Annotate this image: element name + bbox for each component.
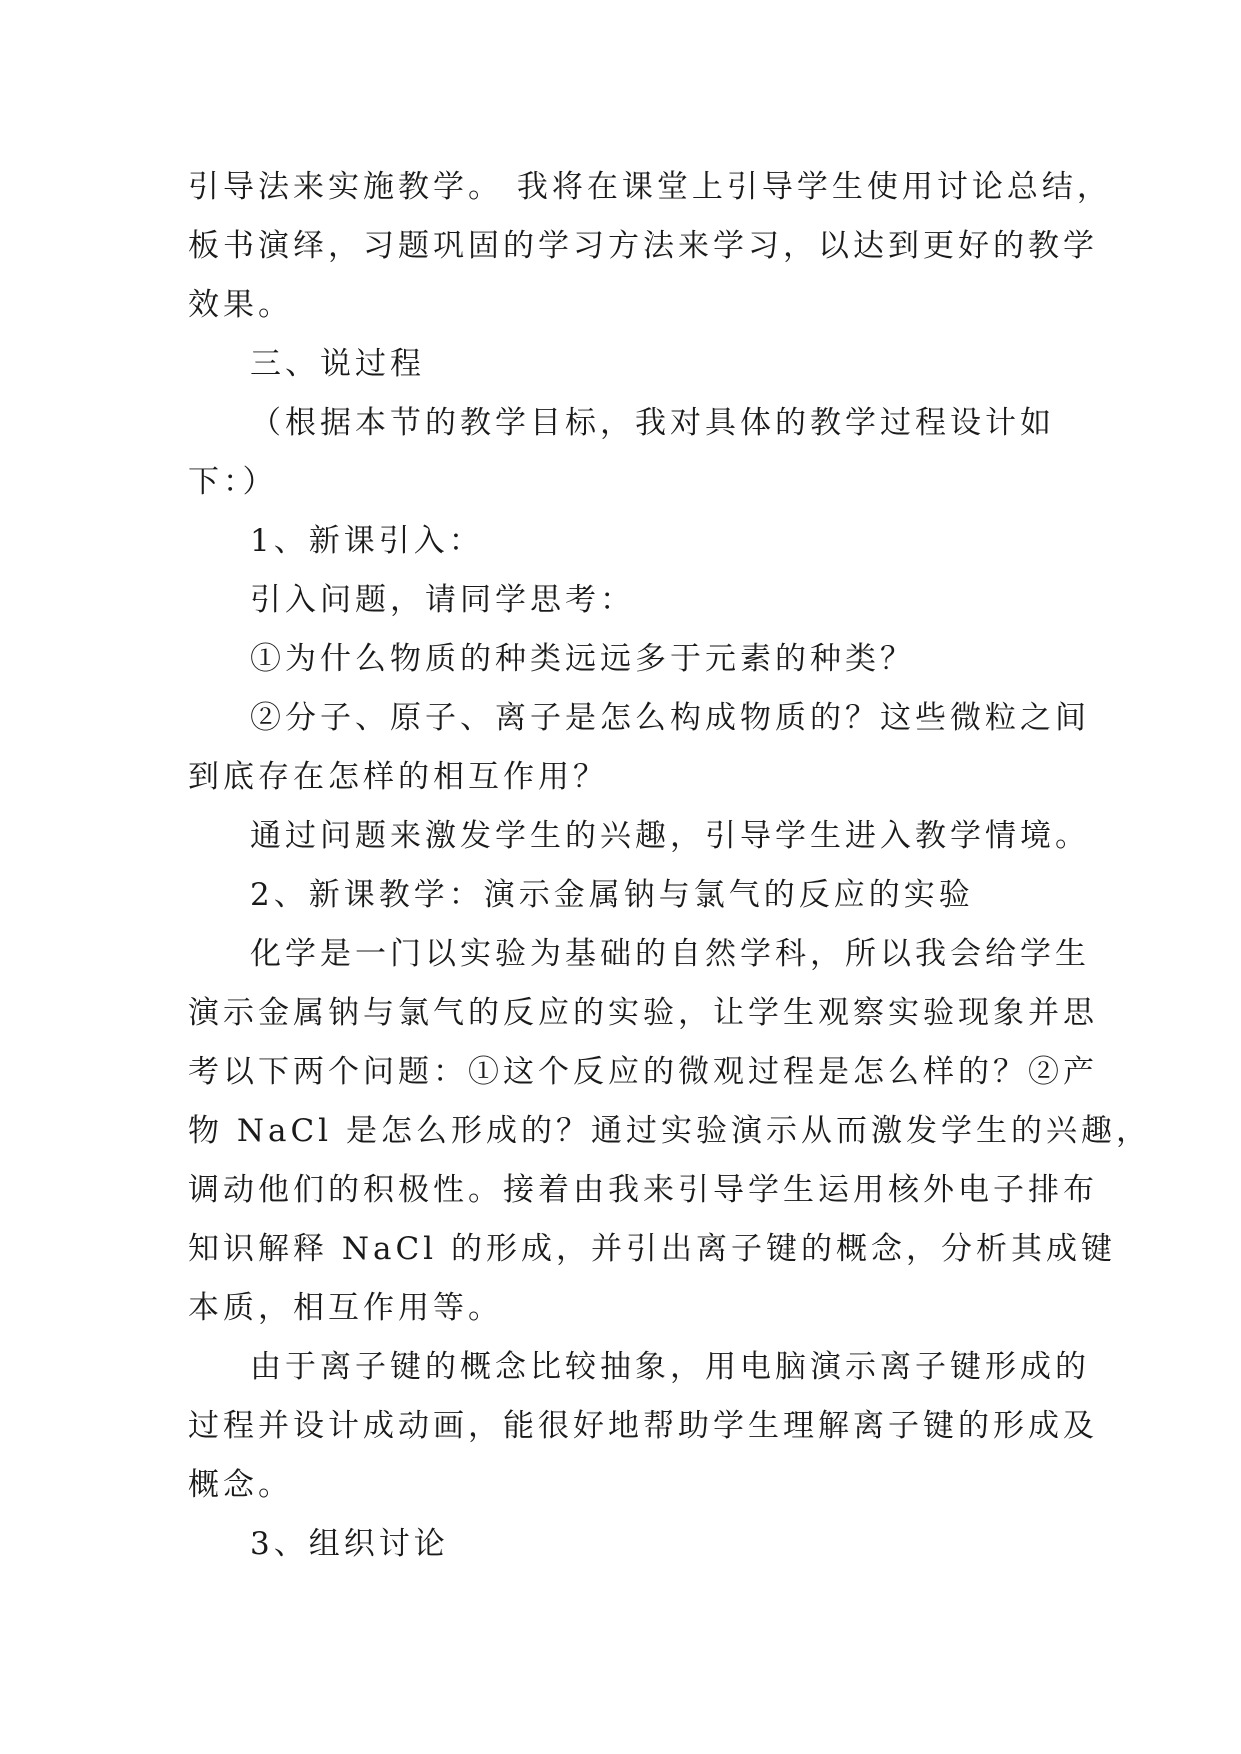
paragraph-line: 考以下两个问题：①这个反应的微观过程是怎么样的？②产 <box>188 1054 1098 1090</box>
paragraph-line: 由于离子键的概念比较抽象，用电脑演示离子键形成的 <box>250 1349 1090 1385</box>
paragraph-line: 概念。 <box>188 1467 293 1503</box>
paragraph-line: 下：） <box>188 464 278 500</box>
paragraph-line: 引导法来实施教学。 我将在课堂上引导学生使用讨论总结， <box>188 169 1112 205</box>
paragraph-line: 化学是一门以实验为基础的自然学科，所以我会给学生 <box>250 936 1090 972</box>
paragraph-line: （根据本节的教学目标，我对具体的教学过程设计如 <box>250 405 1055 441</box>
paragraph-line: 引入问题，请同学思考： <box>250 582 635 618</box>
paragraph-line: 物 NaCl 是怎么形成的？通过实验演示从而激发学生的兴趣， <box>188 1113 1151 1149</box>
paragraph-line: 三、说过程 <box>250 346 425 382</box>
paragraph-line: 本质，相互作用等。 <box>188 1290 503 1326</box>
paragraph-line: 演示金属钠与氯气的反应的实验，让学生观察实验现象并思 <box>188 995 1098 1031</box>
paragraph-line: 3、组织讨论 <box>250 1526 449 1562</box>
paragraph-line: 板书演绎，习题巩固的学习方法来学习，以达到更好的教学 <box>188 228 1098 264</box>
paragraph-line: 通过问题来激发学生的兴趣，引导学生进入教学情境。 <box>250 818 1090 854</box>
paragraph-line: 1、新课引入： <box>250 523 484 559</box>
paragraph-line: 效果。 <box>188 287 293 323</box>
paragraph-line: 过程并设计成动画，能很好地帮助学生理解离子键的形成及 <box>188 1408 1098 1444</box>
paragraph-line: ①为什么物质的种类远远多于元素的种类？ <box>250 641 915 677</box>
paragraph-line: ②分子、原子、离子是怎么构成物质的？这些微粒之间 <box>250 700 1090 736</box>
paragraph-line: 调动他们的积极性。接着由我来引导学生运用核外电子排布 <box>188 1172 1098 1208</box>
paragraph-line: 知识解释 NaCl 的形成，并引出离子键的概念，分析其成键 <box>188 1231 1116 1267</box>
paragraph-line: 到底存在怎样的相互作用？ <box>188 759 608 795</box>
paragraph-line: 2、新课教学：演示金属钠与氯气的反应的实验 <box>250 877 974 913</box>
